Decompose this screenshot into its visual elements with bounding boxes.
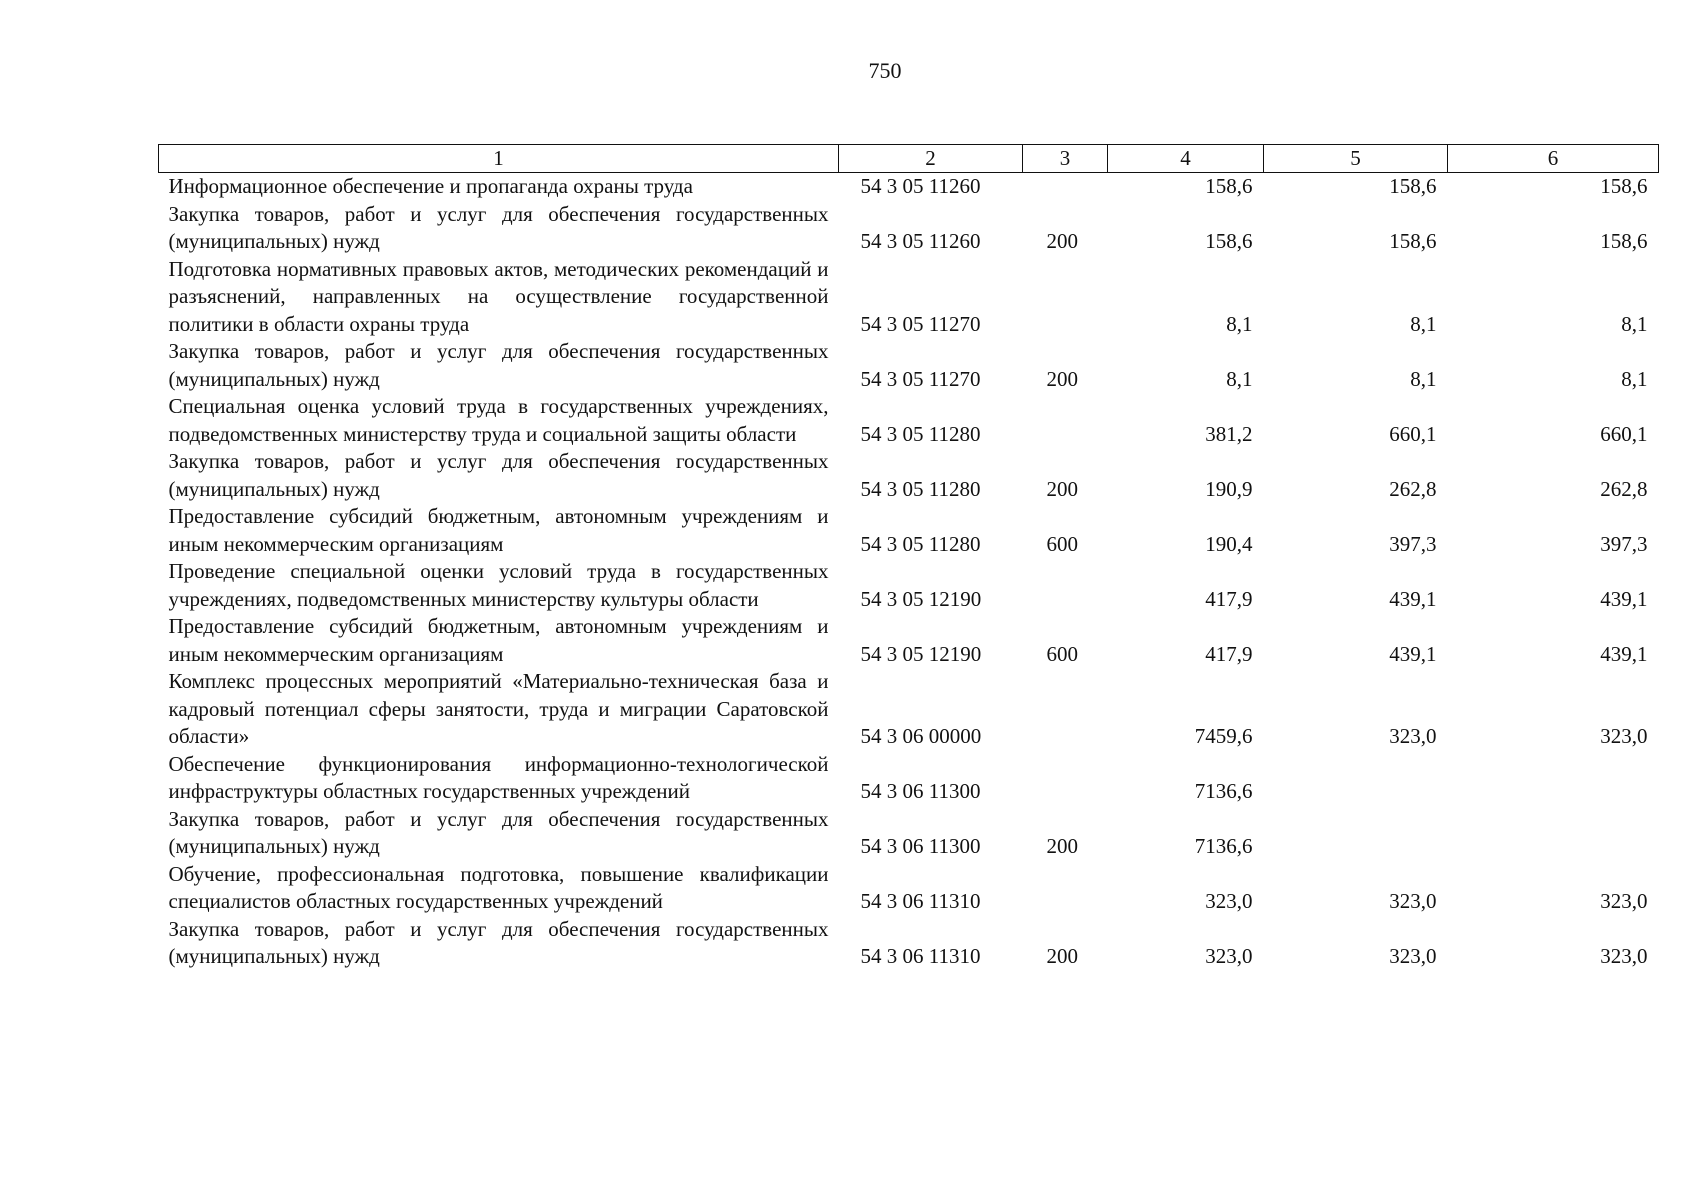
row-expense-type-cell: 200 (1046, 366, 1078, 391)
row-value-col5-cell: 660,1 (1389, 421, 1437, 446)
row-value-col4-cell: 158,6 (1205, 229, 1253, 253)
row-expense-type-cell: 200 (1046, 834, 1078, 858)
row-value-col4-cell: 7136,6 (1194, 779, 1253, 803)
row-value-col4-cell: 7136,6 (1194, 834, 1253, 858)
row-code-cell: 54 3 06 11300 (860, 834, 981, 858)
row-code-cell: 54 3 06 11310 (860, 889, 981, 913)
row-value-col6-cell: 660,1 (1600, 421, 1648, 446)
table-row (159, 613, 1659, 668)
column-header-5: 5 (1264, 145, 1448, 173)
table-row (159, 173, 1659, 201)
row-expense-type-cell (1023, 861, 1108, 916)
table-row (159, 448, 1659, 503)
row-code-cell: 54 3 05 11280 (860, 476, 981, 501)
row-value-col4-cell: 190,9 (1205, 476, 1253, 501)
table-row (159, 806, 1659, 861)
row-value-col4-cell: 417,9 (1205, 586, 1253, 611)
row-value-col5-cell: 262,8 (1389, 476, 1437, 501)
row-value-col4-cell: 8,1 (1226, 311, 1253, 336)
row-value-col5-cell: 158,6 (1389, 174, 1437, 198)
row-value-col4-cell: 158,6 (1205, 174, 1253, 198)
row-value-col5-cell: 439,1 (1389, 641, 1437, 666)
table-row (159, 751, 1659, 806)
row-name-cell: Предоставление субсидий бюджетным, автономным учреждениям и иным некоммерческим организациям (168, 614, 829, 666)
table-row (159, 916, 1659, 971)
row-value-col5-cell: 158,6 (1389, 229, 1437, 253)
column-header-3: 3 (1023, 145, 1108, 173)
row-code-cell: 54 3 05 12190 (860, 641, 982, 666)
row-value-col5-cell: 323,0 (1389, 944, 1437, 968)
row-value-col6-cell: 439,1 (1600, 641, 1648, 666)
row-name-cell: Комплекс процессных мероприятий «Материально-техническая база и кадровый потенциал сферы занятости, труда и миграции Саратовской области» (168, 669, 829, 748)
column-header-1: 1 (159, 145, 839, 173)
row-expense-type-cell (1023, 558, 1108, 613)
row-value-col6-cell: 323,0 (1600, 724, 1648, 748)
row-expense-type-cell: 200 (1046, 229, 1078, 253)
row-value-col6-cell (1448, 806, 1659, 861)
table-row (159, 503, 1659, 558)
row-expense-type-cell (1023, 668, 1108, 751)
column-header-2: 2 (839, 145, 1023, 173)
column-header-4: 4 (1108, 145, 1264, 173)
row-code-cell: 54 3 06 00000 (860, 724, 982, 748)
row-code-cell: 54 3 05 11270 (860, 366, 981, 391)
row-value-col5-cell: 8,1 (1410, 311, 1437, 336)
row-value-col6-cell: 8,1 (1621, 311, 1648, 336)
row-name-cell: Проведение специальной оценки условий труда в государственных учреждениях, подведомственных министерству культуры области (168, 559, 829, 611)
table-body (159, 173, 1659, 971)
row-expense-type-cell (1023, 256, 1108, 339)
row-value-col6-cell: 158,6 (1600, 174, 1648, 198)
row-name-cell: Обеспечение функционирования информационно-технологической инфраструктуры областных государственных учреждений (168, 751, 829, 803)
column-header-6: 6 (1448, 145, 1659, 173)
row-name-cell: Подготовка нормативных правовых актов, методических рекомендаций и разъяснений, направленных на осуществление государственной политики в области охраны труда (168, 256, 829, 336)
budget-table (158, 144, 1659, 971)
row-name-cell: Закупка товаров, работ и услуг для обеспечения государственных (муниципальных) нужд (168, 916, 829, 968)
row-name-cell: Информационное обеспечение и пропаганда охраны труда (168, 174, 693, 198)
row-expense-type-cell (1023, 393, 1108, 448)
page-number: 750 (868, 58, 902, 83)
row-code-cell: 54 3 06 11300 (860, 779, 981, 803)
row-value-col4-cell: 381,2 (1205, 421, 1253, 446)
row-code-cell: 54 3 05 11280 (860, 421, 981, 446)
row-value-col5-cell (1264, 806, 1448, 861)
row-value-col5-cell: 323,0 (1389, 889, 1437, 913)
row-code-cell: 54 3 05 11280 (860, 531, 981, 556)
table-row (159, 256, 1659, 339)
row-value-col5-cell: 439,1 (1389, 586, 1437, 611)
row-code-cell: 54 3 05 11260 (860, 229, 981, 253)
row-expense-type-cell (1023, 173, 1108, 201)
row-expense-type-cell: 600 (1046, 641, 1078, 666)
row-expense-type-cell: 200 (1046, 944, 1078, 968)
row-expense-type-cell: 600 (1046, 531, 1078, 556)
table-row (159, 338, 1659, 393)
row-name-cell: Предоставление субсидий бюджетным, автономным учреждениям и иным некоммерческим организациям (168, 504, 829, 556)
row-value-col5-cell: 397,3 (1389, 531, 1437, 556)
row-value-col5-cell: 8,1 (1410, 366, 1437, 391)
row-name-cell: Закупка товаров, работ и услуг для обеспечения государственных (муниципальных) нужд (168, 449, 829, 501)
table-row (159, 668, 1659, 751)
row-code-cell: 54 3 05 12190 (860, 586, 982, 611)
row-expense-type-cell (1023, 751, 1108, 806)
table-header (159, 145, 1659, 173)
row-value-col5-cell: 323,0 (1389, 724, 1437, 748)
row-code-cell: 54 3 05 11260 (860, 174, 981, 198)
row-code-cell: 54 3 05 11270 (860, 311, 981, 336)
header-row (159, 145, 1659, 173)
row-name-cell: Специальная оценка условий труда в государственных учреждениях, подведомственных министерству труда и социальной защиты области (168, 394, 829, 446)
row-value-col5-cell (1264, 751, 1448, 806)
row-value-col6-cell: 397,3 (1600, 531, 1648, 556)
table-row (159, 393, 1659, 448)
table-row (159, 201, 1659, 256)
row-name-cell: Закупка товаров, работ и услуг для обеспечения государственных (муниципальных) нужд (168, 339, 829, 391)
row-value-col4-cell: 8,1 (1226, 366, 1253, 391)
row-expense-type-cell: 200 (1046, 476, 1078, 501)
row-value-col6-cell: 323,0 (1600, 944, 1648, 968)
row-value-col6-cell: 262,8 (1600, 476, 1648, 501)
row-name-cell: Закупка товаров, работ и услуг для обеспечения государственных (муниципальных) нужд (168, 201, 829, 253)
row-value-col6-cell (1448, 751, 1659, 806)
row-value-col6-cell: 8,1 (1621, 366, 1648, 391)
row-value-col4-cell: 417,9 (1205, 641, 1253, 666)
row-name-cell: Закупка товаров, работ и услуг для обеспечения государственных (муниципальных) нужд (168, 806, 829, 858)
table-row (159, 558, 1659, 613)
row-name-cell: Обучение, профессиональная подготовка, повышение квалификации специалистов областных государственных учреждений (168, 861, 829, 913)
row-value-col4-cell: 190,4 (1205, 531, 1253, 556)
row-value-col6-cell: 439,1 (1600, 586, 1648, 611)
table-row (159, 861, 1659, 916)
row-value-col4-cell: 323,0 (1205, 889, 1253, 913)
row-value-col6-cell: 323,0 (1600, 889, 1648, 913)
row-value-col4-cell: 323,0 (1205, 944, 1253, 968)
row-code-cell: 54 3 06 11310 (860, 944, 981, 968)
row-value-col6-cell: 158,6 (1600, 229, 1648, 253)
row-value-col4-cell: 7459,6 (1194, 724, 1253, 748)
